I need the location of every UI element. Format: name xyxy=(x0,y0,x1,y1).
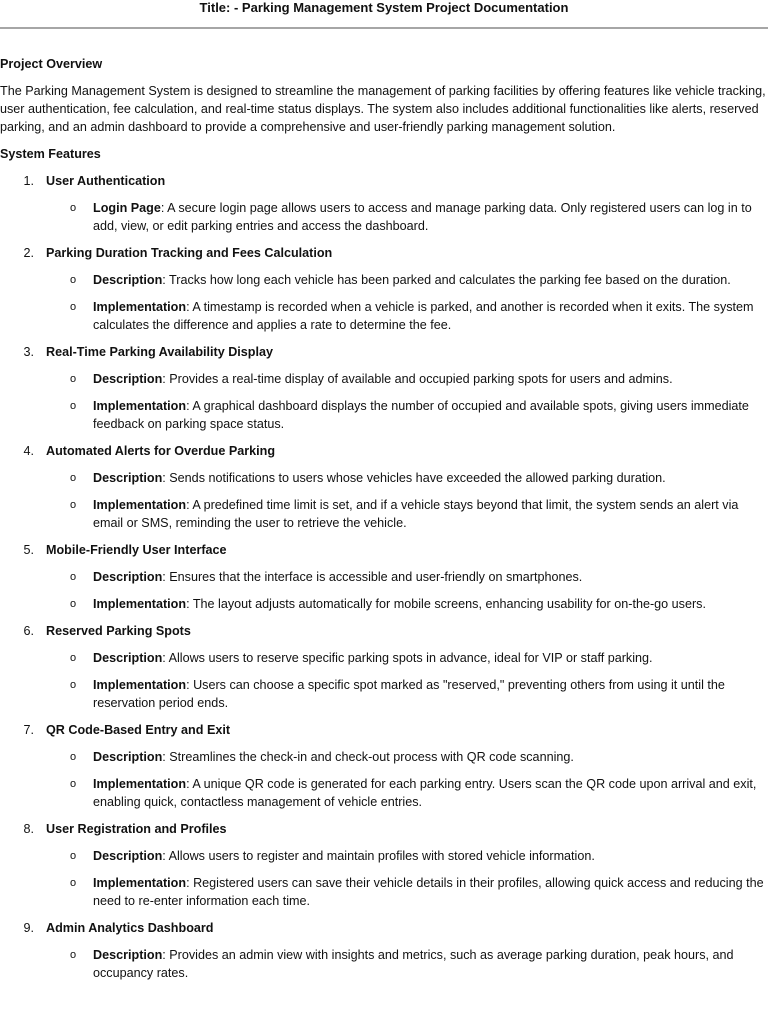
feature-detail-item xyxy=(0,271,768,289)
overview-heading: Project Overview xyxy=(0,57,103,71)
detail-body: : A graphical dashboard displays the number of occupied and available spots, giving users immediate feedback on parking space status. xyxy=(93,399,749,431)
feature-detail-text xyxy=(93,568,768,586)
feature-number: 7. xyxy=(23,723,34,737)
feature-detail-text xyxy=(93,847,768,865)
feature-detail-item xyxy=(0,568,768,586)
detail-body: : Ensures that the interface is accessible and user-friendly on smartphones. xyxy=(162,570,583,584)
feature-detail-text xyxy=(93,370,768,388)
feature-detail-item xyxy=(0,199,768,235)
feature-item xyxy=(0,343,768,433)
feature-number: 2. xyxy=(23,246,34,260)
feature-detail-item xyxy=(0,676,768,712)
feature-number: 9. xyxy=(23,921,34,935)
feature-header xyxy=(0,343,768,361)
feature-item xyxy=(0,244,768,334)
detail-body: : A predefined time limit is set, and if a vehicle stays beyond that limit, the system sends an alert via email or SMS, reminding the user to retrieve the vehicle. xyxy=(93,498,739,530)
detail-label: Implementation xyxy=(93,876,187,890)
feature-name: Admin Analytics Dashboard xyxy=(46,921,214,935)
feature-detail-list xyxy=(0,199,768,235)
feature-item xyxy=(0,442,768,532)
feature-detail-item xyxy=(0,775,768,811)
bullet-icon: o xyxy=(70,571,77,583)
bullet-icon: o xyxy=(70,679,77,691)
feature-detail-text xyxy=(93,298,768,334)
document-title: Title: - Parking Management System Project Documentation xyxy=(199,0,569,15)
feature-detail-text xyxy=(93,199,768,235)
feature-item xyxy=(0,919,768,982)
feature-item xyxy=(0,622,768,712)
feature-detail-list xyxy=(0,847,768,910)
bullet-icon: o xyxy=(70,373,77,385)
detail-label: Implementation xyxy=(93,399,187,413)
detail-label: Implementation xyxy=(93,678,187,692)
title-bar xyxy=(0,0,768,29)
feature-name: Automated Alerts for Overdue Parking xyxy=(46,444,276,458)
bullet-icon: o xyxy=(70,472,77,484)
feature-name: Real-Time Parking Availability Display xyxy=(46,345,274,359)
feature-detail-text xyxy=(93,946,768,982)
detail-label: Implementation xyxy=(93,300,187,314)
bullet-icon: o xyxy=(70,202,77,214)
detail-label: Login Page xyxy=(93,201,161,215)
feature-header xyxy=(0,721,768,739)
detail-body: : Sends notifications to users whose vehicles have exceeded the allowed parking duration. xyxy=(162,471,666,485)
feature-detail-list xyxy=(0,370,768,433)
features-heading: System Features xyxy=(0,147,101,161)
feature-item xyxy=(0,541,768,613)
feature-detail-text xyxy=(93,271,768,289)
detail-body: : Tracks how long each vehicle has been parked and calculates the parking fee based on the duration. xyxy=(162,273,731,287)
feature-detail-text xyxy=(93,397,768,433)
detail-label: Description xyxy=(93,372,163,386)
feature-number: 6. xyxy=(23,624,34,638)
feature-number: 3. xyxy=(23,345,34,359)
bullet-icon: o xyxy=(70,778,77,790)
bullet-icon: o xyxy=(70,598,77,610)
overview-paragraph: The Parking Management System is designed to streamline the management of parking facilities by offering features like vehicle tracking, user authentication, fee calculation, and real-time status displays. The system also includes additional functionalities like alerts, reserved parking, and an admin dashboard to provide a comprehensive and user-friendly parking management solution. xyxy=(0,84,766,134)
feature-number: 1. xyxy=(23,174,34,188)
feature-detail-text xyxy=(93,748,768,766)
feature-detail-item xyxy=(0,298,768,334)
feature-header xyxy=(0,919,768,937)
feature-name: User Registration and Profiles xyxy=(46,822,227,836)
detail-label: Description xyxy=(93,750,163,764)
feature-detail-item xyxy=(0,748,768,766)
feature-name: User Authentication xyxy=(46,174,166,188)
feature-number: 4. xyxy=(23,444,34,458)
feature-detail-item xyxy=(0,397,768,433)
feature-detail-list xyxy=(0,271,768,334)
detail-label: Description xyxy=(93,651,163,665)
detail-body: : Registered users can save their vehicle details in their profiles, allowing quick access and reducing the need to re-enter information each time. xyxy=(93,876,764,908)
feature-detail-item xyxy=(0,847,768,865)
feature-item xyxy=(0,721,768,811)
feature-name: Parking Duration Tracking and Fees Calculation xyxy=(46,246,333,260)
feature-detail-item xyxy=(0,946,768,982)
bullet-icon: o xyxy=(70,274,77,286)
feature-detail-item xyxy=(0,370,768,388)
detail-label: Description xyxy=(93,948,163,962)
feature-detail-text xyxy=(93,775,768,811)
feature-item xyxy=(0,820,768,910)
feature-detail-list xyxy=(0,469,768,532)
bullet-icon: o xyxy=(70,499,77,511)
detail-body: : A unique QR code is generated for each parking entry. Users scan the QR code upon arrival and exit, enabling quick, contactless management of vehicle entries. xyxy=(93,777,757,809)
bullet-icon: o xyxy=(70,877,77,889)
detail-label: Description xyxy=(93,471,163,485)
bullet-icon: o xyxy=(70,400,77,412)
feature-detail-list xyxy=(0,649,768,712)
feature-detail-item xyxy=(0,496,768,532)
detail-label: Description xyxy=(93,273,163,287)
feature-detail-item xyxy=(0,595,768,613)
bullet-icon: o xyxy=(70,751,77,763)
feature-header xyxy=(0,541,768,559)
detail-label: Description xyxy=(93,849,163,863)
feature-number: 8. xyxy=(23,822,34,836)
feature-item xyxy=(0,172,768,235)
detail-body: : Streamlines the check-in and check-out process with QR code scanning. xyxy=(162,750,574,764)
detail-label: Description xyxy=(93,570,163,584)
feature-detail-text xyxy=(93,676,768,712)
feature-header xyxy=(0,820,768,838)
feature-name: Mobile-Friendly User Interface xyxy=(46,543,227,557)
feature-detail-text xyxy=(93,469,768,487)
bullet-icon: o xyxy=(70,949,77,961)
bullet-icon: o xyxy=(70,301,77,313)
feature-number: 5. xyxy=(23,543,34,557)
feature-header xyxy=(0,442,768,460)
features-list xyxy=(0,172,768,982)
feature-detail-list xyxy=(0,946,768,982)
detail-label: Implementation xyxy=(93,498,187,512)
detail-label: Implementation xyxy=(93,777,187,791)
detail-body: : Allows users to register and maintain profiles with stored vehicle information. xyxy=(162,849,595,863)
bullet-icon: o xyxy=(70,652,77,664)
feature-detail-text xyxy=(93,496,768,532)
feature-detail-text xyxy=(93,649,768,667)
detail-body: : Allows users to reserve specific parking spots in advance, ideal for VIP or staff parking. xyxy=(162,651,653,665)
feature-detail-text xyxy=(93,874,768,910)
feature-header xyxy=(0,172,768,190)
feature-detail-item xyxy=(0,649,768,667)
detail-body: : Users can choose a specific spot marked as "reserved," preventing others from using it until the reservation period ends. xyxy=(93,678,725,710)
detail-body: : A secure login page allows users to access and manage parking data. Only registered users can log in to add, view, or edit parking entries and access the dashboard. xyxy=(93,201,752,233)
feature-detail-list xyxy=(0,568,768,613)
feature-detail-item xyxy=(0,469,768,487)
detail-label: Implementation xyxy=(93,597,187,611)
feature-detail-text xyxy=(93,595,768,613)
detail-body: : Provides a real-time display of available and occupied parking spots for users and admins. xyxy=(162,372,673,386)
detail-body: : The layout adjusts automatically for mobile screens, enhancing usability for on-the-go users. xyxy=(186,597,706,611)
feature-header xyxy=(0,244,768,262)
feature-detail-item xyxy=(0,874,768,910)
feature-header xyxy=(0,622,768,640)
detail-body: : A timestamp is recorded when a vehicle is parked, and another is recorded when it exits. The system calculates the difference and applies a rate to determine the fee. xyxy=(93,300,754,332)
feature-name: QR Code-Based Entry and Exit xyxy=(46,723,231,737)
feature-detail-list xyxy=(0,748,768,811)
bullet-icon: o xyxy=(70,850,77,862)
detail-body: : Provides an admin view with insights and metrics, such as average parking duration, peak hours, and occupancy rates. xyxy=(93,948,734,980)
feature-name: Reserved Parking Spots xyxy=(46,624,191,638)
